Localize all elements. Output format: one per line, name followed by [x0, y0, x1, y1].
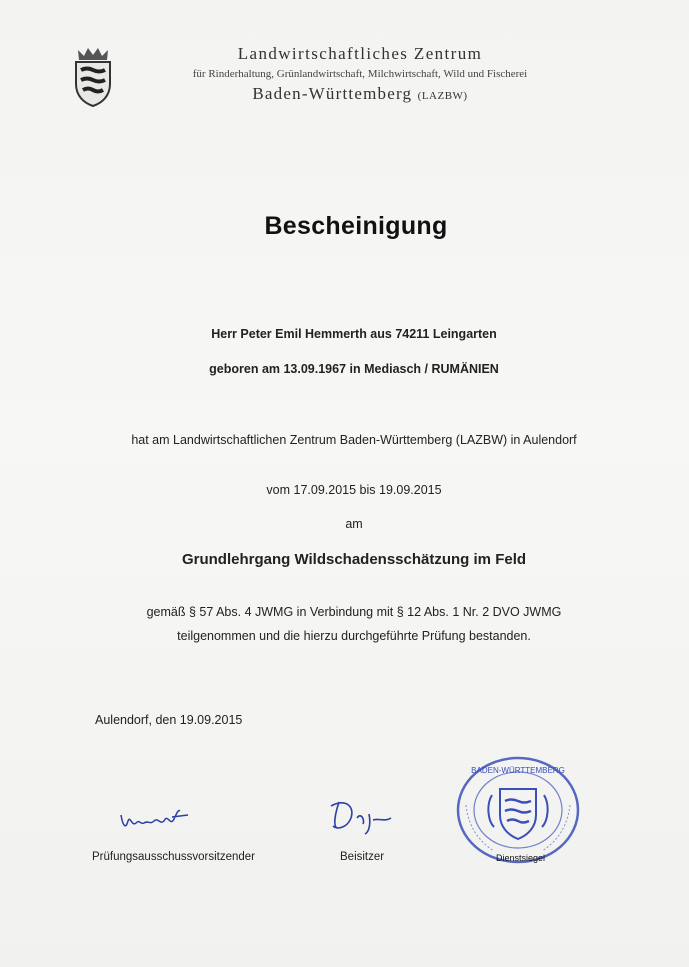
participation-text: hat am Landwirtschaftlichen Zentrum Baden-Württemberg (LAZBW) in Aulendorf	[131, 433, 577, 447]
seal-top-text: BADEN-WÜRTTEMBERG	[471, 766, 565, 775]
issuer-subtitle: für Rinderhaltung, Grünlandwirtschaft, Milchwirtschaft, Wild und Fischerei	[192, 68, 528, 80]
issuer-abbreviation: (LAZBW)	[417, 90, 468, 102]
document-title: Bescheinigung	[264, 212, 448, 240]
issuer-state-name: Baden-Württemberg	[252, 84, 413, 103]
course-period: vom 17.09.2015 bis 19.09.2015	[266, 483, 442, 497]
place-and-date: Aulendorf, den 19.09.2015	[95, 713, 243, 727]
issuer-state	[140, 84, 580, 104]
seal-label: Dienstsiegel	[496, 853, 546, 863]
exam-result: teilgenommen und die hierzu durchgeführte Prüfung bestanden.	[177, 629, 531, 643]
issuer-header	[140, 44, 580, 104]
chair-label: Prüfungsausschussvorsitzender	[92, 851, 255, 863]
recipient-birth: geboren am 13.09.1967 in Mediasch / RUMÄNIEN	[209, 362, 499, 376]
issuer-name: Landwirtschaftliches Zentrum	[237, 44, 483, 63]
coat-of-arms-logo	[70, 46, 116, 108]
recipient-name: Herr Peter Emil Hemmerth aus 74211 Leingarten	[211, 327, 497, 341]
official-seal	[454, 755, 582, 865]
chair-signature	[118, 805, 194, 833]
connector-am: am	[345, 517, 363, 531]
assessor-signature	[325, 796, 403, 836]
course-title: Grundlehrgang Wildschadensschätzung im Feld	[181, 551, 527, 568]
legal-basis: gemäß § 57 Abs. 4 JWMG in Verbindung mit § 12 Abs. 1 Nr. 2 DVO JWMG	[146, 605, 562, 619]
assessor-label: Beisitzer	[340, 851, 385, 863]
